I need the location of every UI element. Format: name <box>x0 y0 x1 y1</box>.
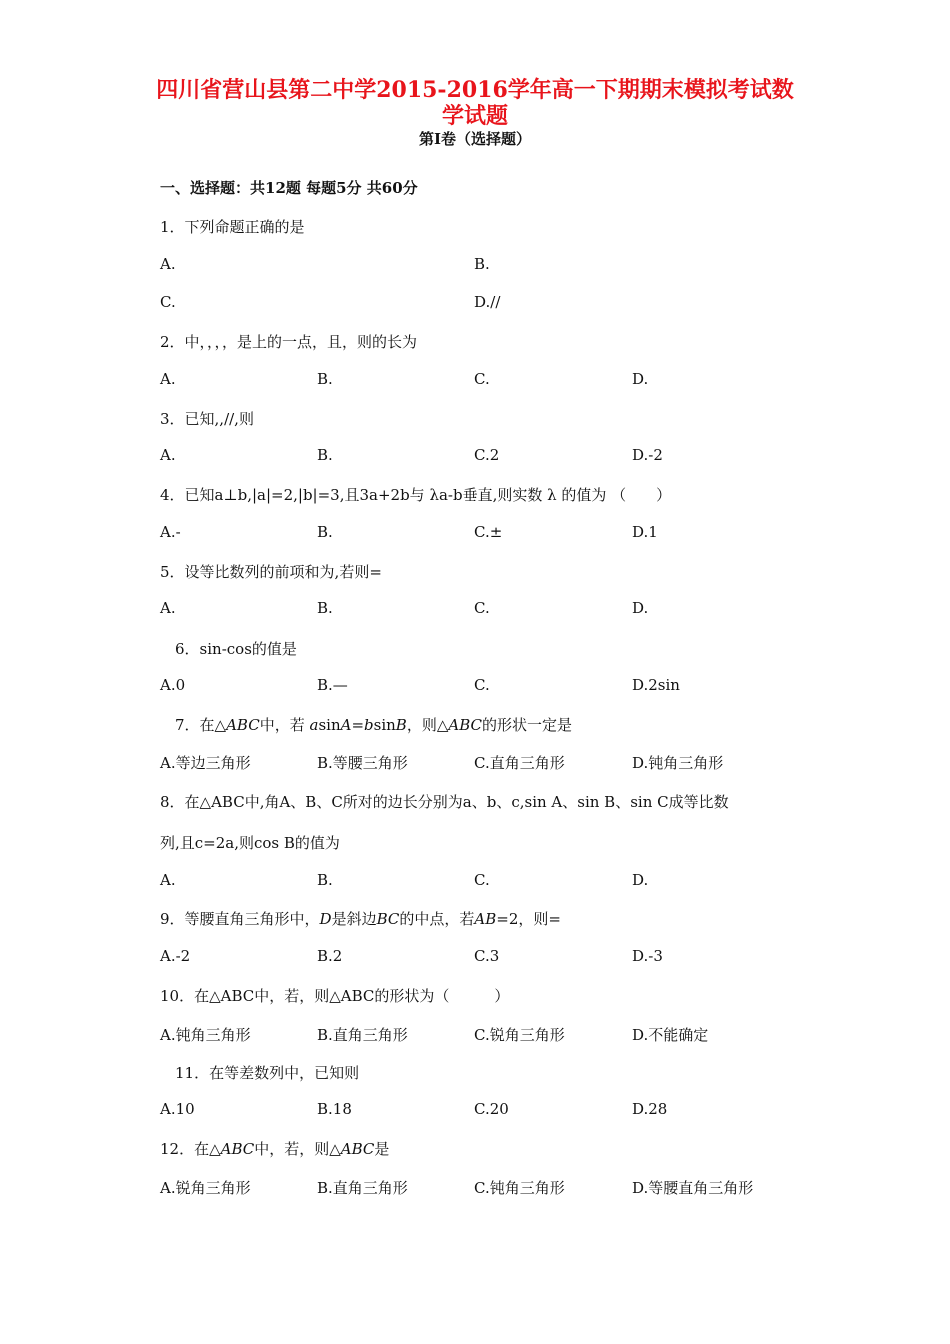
q7-option-b: B.等腰三角形 <box>317 754 408 772</box>
q5-option-d: D. <box>632 599 649 617</box>
q1-option-d: D.// <box>474 293 501 311</box>
question-4: 4．已知a⊥b,|a|=2,|b|=3,且3a+2b与 λa-b垂直,则实数 λ 的值为 （ ） <box>160 486 672 504</box>
question-1: 1．下列命题正确的是 <box>160 218 305 236</box>
q6-option-d: D.2sin <box>632 676 680 694</box>
q10-option-d: D.不能确定 <box>632 1026 709 1044</box>
q4-option-a: A.- <box>160 523 181 541</box>
question-10: 10．在△ABC中，若，则△ABC的形状为（ ） <box>160 987 510 1005</box>
q7-option-a: A.等边三角形 <box>160 754 251 772</box>
q3-option-d: D.-2 <box>632 446 663 464</box>
q12-text-pre: 12．在△ <box>160 1140 221 1158</box>
q7-option-c: C.直角三角形 <box>474 754 565 772</box>
question-8-line2: 列,且c=2a,则cos B的值为 <box>160 834 340 852</box>
q9-var-d: D <box>319 910 332 928</box>
q3-option-a: A. <box>160 446 176 464</box>
q8-option-a: A. <box>160 871 176 889</box>
q9-option-d: D.-3 <box>632 947 663 965</box>
q5-option-c: C. <box>474 599 490 617</box>
q7-var-abc2: ABC <box>448 716 482 734</box>
q9-option-b: B.2 <box>317 947 343 965</box>
question-7 <box>175 714 572 735</box>
q12-option-c: C.钝角三角形 <box>474 1179 565 1197</box>
q7-text-mid1: 中，若 <box>259 716 310 734</box>
q1-option-a: A. <box>160 255 176 273</box>
question-3: 3．已知,,//,则 <box>160 410 254 428</box>
q8-option-b: B. <box>317 871 333 889</box>
q2-option-a: A. <box>160 370 176 388</box>
q1-option-c: C. <box>160 293 176 311</box>
q9-text-mid2: 的中点，若 <box>399 910 475 928</box>
q12-option-d: D.等腰直角三角形 <box>632 1179 754 1197</box>
q9-option-a: A.-2 <box>160 947 191 965</box>
q7-text-post: 的形状一定是 <box>482 716 573 734</box>
question-11: 11．在等差数列中，已知则 <box>175 1064 360 1082</box>
q5-option-a: A. <box>160 599 176 617</box>
q12-var-abc: ABC <box>220 1140 255 1158</box>
q9-text-pre: 9．等腰直角三角形中， <box>160 910 320 928</box>
q3-option-b: B. <box>317 446 333 464</box>
question-2: 2．中，，，，是上的一点，且，则的长为 <box>160 333 418 351</box>
section-heading: 一、选择题：共12题 每题5分 共60分 <box>160 179 418 197</box>
q12-text-post: 是 <box>374 1140 390 1158</box>
q10-option-b: B.直角三角形 <box>317 1026 408 1044</box>
q12-option-b: B.直角三角形 <box>317 1179 408 1197</box>
q2-option-c: C. <box>474 370 490 388</box>
q7-option-d: D.钝角三角形 <box>632 754 724 772</box>
q11-option-c: C.20 <box>474 1100 509 1118</box>
q6-option-b: B.— <box>317 676 348 694</box>
q4-option-d: D.1 <box>632 523 658 541</box>
q5-option-b: B. <box>317 599 333 617</box>
q9-option-c: C.3 <box>474 947 500 965</box>
q11-option-b: B.18 <box>317 1100 352 1118</box>
document-title-line2: 学试题 <box>441 103 508 129</box>
question-6: 6．sin-cos的值是 <box>175 640 297 658</box>
q10-option-a: A.钝角三角形 <box>160 1026 251 1044</box>
q7-sin2: sin <box>373 716 396 734</box>
q12-option-a: A.锐角三角形 <box>160 1179 251 1197</box>
q9-var-bc: BC <box>376 910 400 928</box>
q3-option-c: C.2 <box>474 446 500 464</box>
document-title-line1: 四川省营山县第二中学2015-2016学年高一下期期末模拟考试数 <box>156 77 794 103</box>
q9-text-mid: 是斜边 <box>331 910 377 928</box>
question-9 <box>160 908 561 929</box>
q9-text-post: =2，则= <box>496 910 561 928</box>
q12-var-abc2: ABC <box>340 1140 375 1158</box>
question-8-line1: 8．在△ABC中,角A、B、C所对的边长分别为a、b、c,sin A、sin B、sin C成等比数 <box>160 793 729 811</box>
part-subtitle: 第I卷（选择题） <box>418 130 532 148</box>
q8-option-d: D. <box>632 871 649 889</box>
q6-option-c: C. <box>474 676 490 694</box>
q4-option-c: C.± <box>474 523 503 541</box>
q9-var-ab: AB <box>474 910 497 928</box>
q4-option-b: B. <box>317 523 333 541</box>
q7-var-abc: ABC <box>226 716 260 734</box>
q2-option-d: D. <box>632 370 649 388</box>
question-5: 5．设等比数列的前项和为,若则= <box>160 563 382 581</box>
q7-sin1: sin <box>318 716 341 734</box>
q6-option-a: A.0 <box>160 676 186 694</box>
q7-eq: = <box>351 716 365 734</box>
q7-var-b: b <box>364 716 374 734</box>
q2-option-b: B. <box>317 370 333 388</box>
q10-option-c: C.锐角三角形 <box>474 1026 565 1044</box>
q12-text-mid: 中，若，则△ <box>254 1140 341 1158</box>
q1-option-b: B. <box>474 255 490 273</box>
q7-text-mid2: ，则△ <box>406 716 449 734</box>
question-12 <box>160 1138 389 1159</box>
q7-var-B: B <box>395 716 407 734</box>
q7-var-a: a <box>309 716 319 734</box>
q7-var-A: A <box>340 716 352 734</box>
q7-text-pre: 7．在△ <box>175 716 227 734</box>
q11-option-a: A.10 <box>160 1100 195 1118</box>
q11-option-d: D.28 <box>632 1100 668 1118</box>
q8-option-c: C. <box>474 871 490 889</box>
